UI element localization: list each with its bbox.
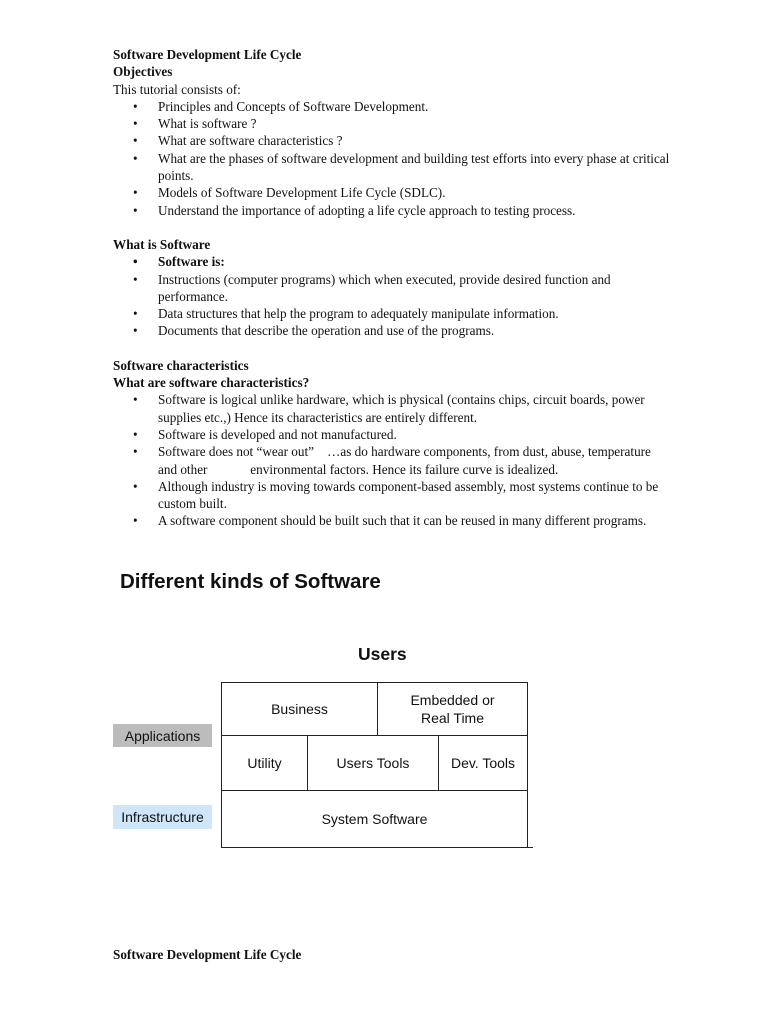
document-title: Software Development Life Cycle bbox=[113, 47, 302, 62]
list-item: • Understand the importance of adopting a life cycle approach to testing process. bbox=[113, 202, 673, 219]
list-item: • Software does not “wear out” …as do hardware components, from dust, abuse, temperature and other environmental factors. Hence its failure curve is idealized. bbox=[113, 443, 673, 478]
objectives-heading: Objectives bbox=[113, 64, 173, 80]
cell-dev-tools-label: Dev. Tools bbox=[450, 755, 516, 771]
cell-users-tools bbox=[307, 735, 439, 791]
list-item: • Principles and Concepts of Software Development. bbox=[113, 98, 673, 115]
list-item: • What is software ? bbox=[113, 115, 673, 132]
document-body bbox=[113, 46, 673, 530]
users-label: Users bbox=[358, 644, 407, 664]
footer-heading: Software Development Life Cycle bbox=[113, 947, 302, 962]
cell-embedded-line2: Real Time bbox=[420, 710, 485, 726]
cell-embedded bbox=[377, 682, 528, 736]
list-item: • Instructions (computer programs) which when executed, provide desired function and performance. bbox=[113, 271, 673, 306]
cell-utility bbox=[221, 735, 308, 791]
diagram-line-tail bbox=[527, 847, 533, 848]
list-item: • Documents that describe the operation and use of the programs. bbox=[113, 322, 673, 339]
cell-system-software-label: System Software bbox=[321, 811, 428, 827]
characteristics-subheading: What are software characteristics? bbox=[113, 375, 310, 391]
characteristics-heading: Software characteristics bbox=[113, 357, 249, 373]
cell-business bbox=[221, 682, 378, 736]
cell-embedded-line1: Embedded or bbox=[410, 692, 495, 708]
cell-system-software bbox=[221, 790, 528, 848]
cell-business-label: Business bbox=[271, 701, 328, 717]
list-item: • Data structures that help the program to adequately manipulate information. bbox=[113, 305, 673, 322]
list-item: • Although industry is moving towards component-based assembly, most systems continue to be custom built. bbox=[113, 478, 673, 513]
cell-dev-tools bbox=[438, 735, 528, 791]
cell-utility-label: Utility bbox=[247, 755, 282, 771]
list-item: • Software is: bbox=[113, 253, 673, 270]
objectives-list bbox=[113, 98, 673, 219]
list-item: • Models of Software Development Life Cycle (SDLC). bbox=[113, 184, 673, 201]
what-is-software-list bbox=[113, 253, 673, 339]
software-kinds-diagram bbox=[221, 682, 528, 848]
applications-label: Applications bbox=[113, 724, 212, 747]
list-item: • Software is logical unlike hardware, which is physical (contains chips, circuit boards, power supplies etc.,) Hence its characteristics are entirely different. bbox=[113, 391, 673, 426]
list-item: • What are the phases of software development and building test efforts into every phase at critical points. bbox=[113, 150, 673, 185]
spacer bbox=[113, 219, 673, 236]
cell-users-tools-label: Users Tools bbox=[336, 755, 410, 771]
list-item: • Software is developed and not manufactured. bbox=[113, 426, 673, 443]
what-is-software-heading: What is Software bbox=[113, 236, 211, 252]
diagram-title: Different kinds of Software bbox=[120, 570, 381, 593]
spacer bbox=[113, 340, 673, 357]
list-item: • A software component should be built such that it can be reused in many different programs. bbox=[113, 512, 673, 529]
infrastructure-label: Infrastructure bbox=[113, 805, 212, 829]
objectives-intro: This tutorial consists of: bbox=[113, 81, 241, 97]
characteristics-list bbox=[113, 391, 673, 529]
list-item: • What are software characteristics ? bbox=[113, 132, 673, 149]
